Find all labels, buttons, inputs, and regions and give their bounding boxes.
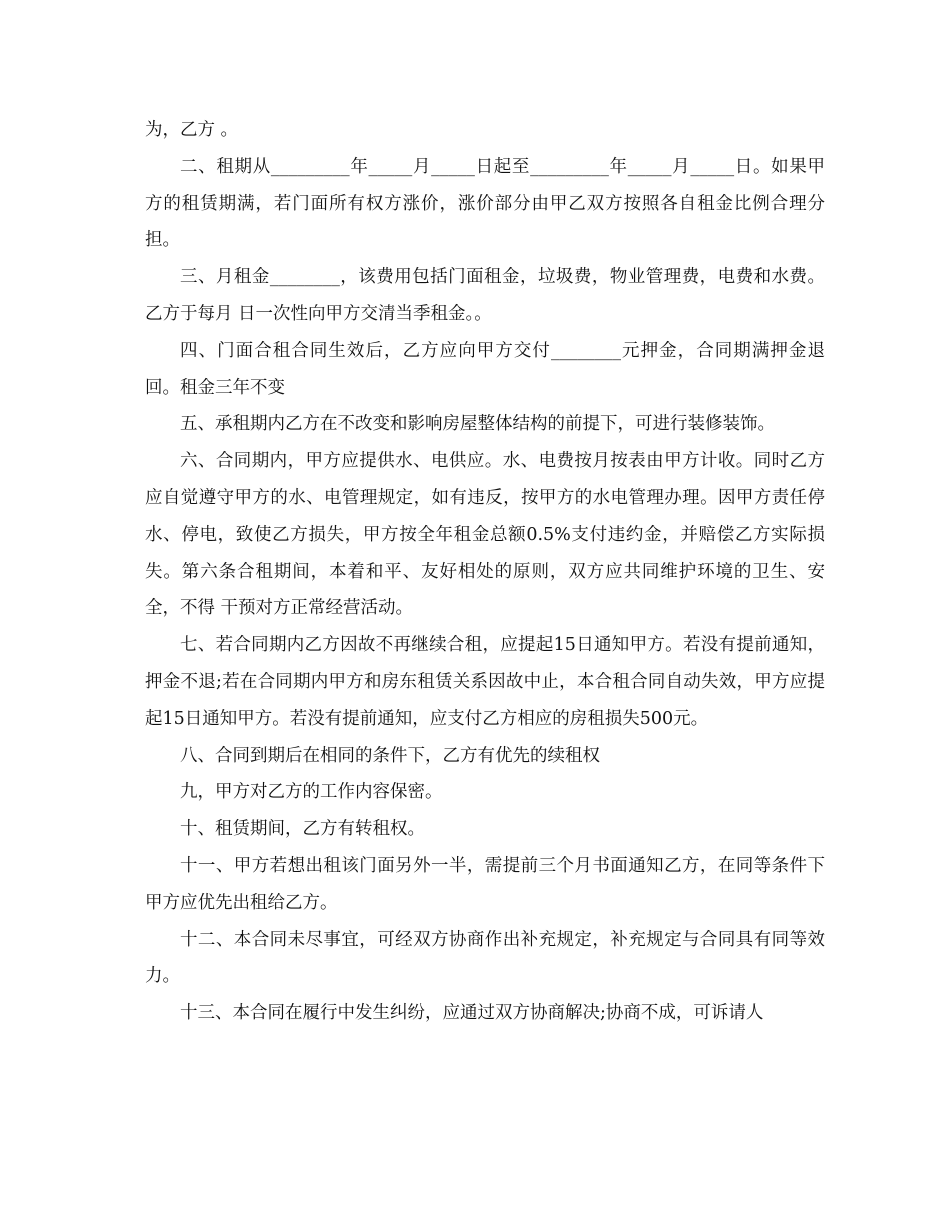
paragraph-clause-12-supplement: 十二、本合同未尽事宜，可经双方协商作出补充规定，补充规定与合同具有同等效力。 [145, 929, 825, 987]
paragraph-clause-6-utilities: 六、合同期内，甲方应提供水、电供应。水、电费按月按表由甲方计收。同时乙方应自觉遵守甲方的水、电管理规定，如有违反，按甲方的水电管理办理。因甲方责任停水、停电，致使乙方损失，甲方按全年租金总额0.5%支付违约金，并赔偿乙方实际损失。第六条合租期间，本着和平、友好相处的原则，双方应共同维护环境的卫生、安全，不得 干预对方正常经营活动。 [145, 451, 825, 619]
paragraph-clause-7-termination: 七、若合同期内乙方因故不再继续合租，应提起15日通知甲方。若没有提前通知，押金不退;若在合同期内甲方和房东租赁关系因故中止，本合租合同自动失效，甲方应提起15日通知甲方。若没有提前通知，应支付乙方相应的房租损失500元。 [145, 635, 825, 729]
paragraph-clause-5-renovation: 五、承租期内乙方在不改变和影响房屋整体结构的前提下，可进行装修装饰。 [180, 414, 775, 435]
paragraph-clause-2-lease-term: 二、租期从_________年_____月_____日起至_________年_____月_____日。如果甲方的租赁期满，若门面所有权方涨价，涨价部分由甲乙双方按照各自租金比例合理分担。 [145, 156, 825, 251]
document-body [145, 112, 825, 1032]
paragraph-continuation: 为，乙方 。 [145, 120, 239, 140]
paragraph-clause-8-renewal: 八、合同到期后在相同的条件下，乙方有优先的续租权 [180, 745, 600, 766]
paragraph-clause-13-disputes: 十三、本合同在履行中发生纠纷，应通过双方协商解决;协商不成，可诉请人 [180, 1003, 764, 1024]
paragraph-clause-9-confidentiality: 九，甲方对乙方的工作内容保密。 [180, 782, 443, 803]
paragraph-clause-11-priority-rental: 十一、甲方若想出租该门面另外一半，需提前三个月书面通知乙方，在同等条件下甲方应优先出租给乙方。 [145, 855, 825, 913]
paragraph-clause-10-sublease: 十、租赁期间，乙方有转租权。 [180, 819, 425, 840]
paragraph-clause-4-deposit: 四、门面合租合同生效后，乙方应向甲方交付________元押金，合同期满押金退回。租金三年不变 [145, 340, 825, 398]
paragraph-clause-3-monthly-rent: 三、月租金________，该费用包括门面租金，垃圾费，物业管理费，电费和水费。乙方于每月 日一次性向甲方交清当季租金。。 [145, 267, 825, 324]
